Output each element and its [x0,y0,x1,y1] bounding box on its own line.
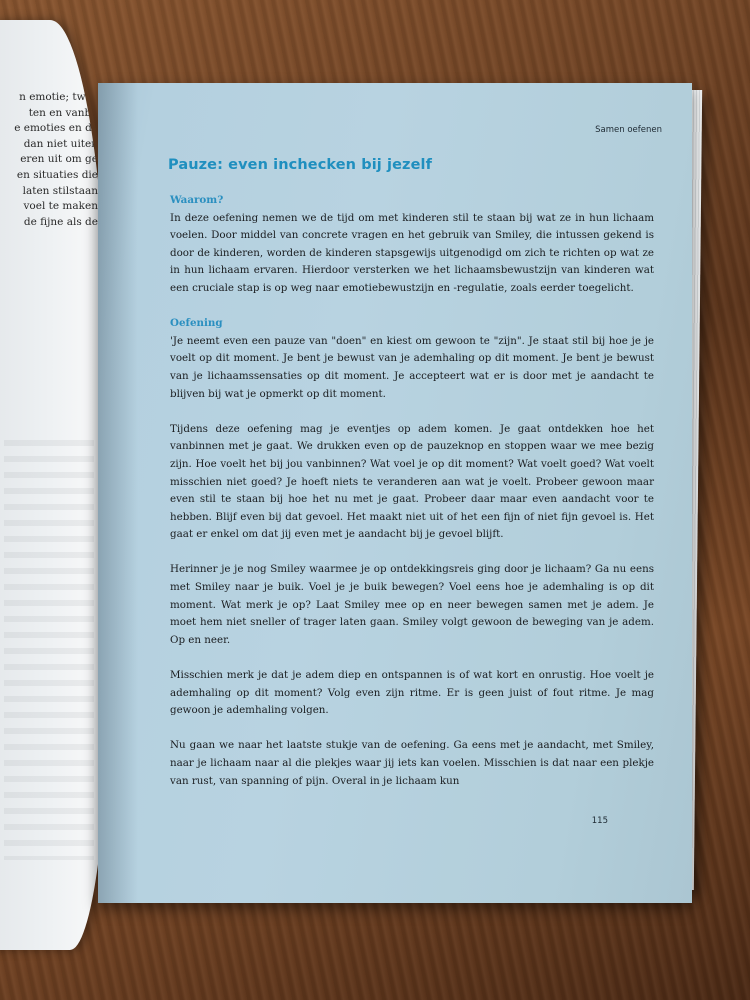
body-paragraph: Tijdens deze oefening mag je eventjes op adem komen. Je gaat ontdekken hoe het vanbinnen met je gaat. We drukken even op de pauzeknop en stoppen waar we mee bezig zijn. Hoe voelt het bij jou vanbinnen? Wat voel je op dit moment? Wat voelt goed? Wat voelt misschien niet goed? Je hoeft niets te veranderen aan wat je voelt. Probeer gewoon maar even stil te staan bij hoe het nu met je gaat. Probeer daar maar even aandacht voor te hebben. Blijf even bij dat gevoel. Het maakt niet uit of het een fijn of niet fijn gevoel is. Het gaat er enkel om dat jij even met je aandacht bij je gevoel blijft. [170,422,654,541]
left-line: e emoties en de [14,122,98,135]
left-page-text [0,90,98,230]
left-line: de fijne als de [23,215,98,228]
body-paragraph: Misschien merk je dat je adem diep en ontspannen is of wat kort en onrustig. Hoe voelt je ademhaling op dit moment? Volg even zijn ritme. Er is geen juist of fout ritme. Je mag gewoon je ademhaling volgen. [170,669,654,717]
running-head: Samen oefenen [595,125,662,135]
left-line: eren uit om ge [20,153,98,166]
left-line: n emotie; twee [19,91,98,103]
page-title: Pauze: even inchecken bij jezelf [168,157,432,173]
section-paragraph: 'Je neemt even een pauze van "doen" en kiest om gewoon te "zijn". Je staat stil bij hoe je je voelt op dit moment. Je bent je bewust van je ademhaling op dit moment. Je bent je bewust van je lichaamssensaties op dit moment. Je accepteert wat er is door met je aandacht te blijven bij wat je opmerkt op dit moment. [170,334,654,400]
left-line: en situaties die [16,168,98,181]
page-number: 115 [591,816,608,826]
gutter-shadow [98,83,138,903]
left-line: laten stilstaan [22,184,98,197]
left-page [0,20,110,950]
section-paragraph: In deze oefening nemen we de tijd om met kinderen stil te staan bij wat ze in hun lichaam voelen. Door middel van concrete vragen en het gebruik van Smiley, die intussen gekend is door de kinderen, worden de kinderen stapsgewijs uitgenodigd om zich te richten op wat ze in hun lichaam ervaren. Hierdoor versterken we het lichaamsbewustzijn van kinderen wat een cruciale stap is op weg naar emotiebewustzijn en -regulatie, zoals eerder toegelicht. [170,211,654,294]
section-heading-waarom: Waarom? [170,194,224,206]
left-line: voel te maken [23,200,98,213]
page-body [170,192,654,808]
body-paragraph: Herinner je je nog Smiley waarmee je op ontdekkingsreis ging door je lichaam? Ga nu eens met Smiley naar je buik. Voel je je buik bewegen? Voel eens hoe je ademhaling is op dit moment. Wat merk je op? Laat Smiley mee op en neer bewegen samen met je adem. Je moet hem niet sneller of trager laten gaan. Smiley volgt gewoon de beweging van je adem. Op en neer. [170,563,654,646]
right-page [98,83,692,903]
left-line: ten en vanbu [28,106,98,119]
section-heading-oefening: Oefening [170,317,223,330]
left-line: dan niet uiten [23,137,98,150]
left-page-show-through [4,440,94,860]
body-paragraph: Nu gaan we naar het laatste stukje van de oefening. Ga eens met je aandacht, met Smiley, naar je lichaam naar al die plekjes waar jij iets kan voelen. Misschien is dat naar een plekje van rust, van spanning of pijn. Overal in je lichaam kun [170,739,654,787]
